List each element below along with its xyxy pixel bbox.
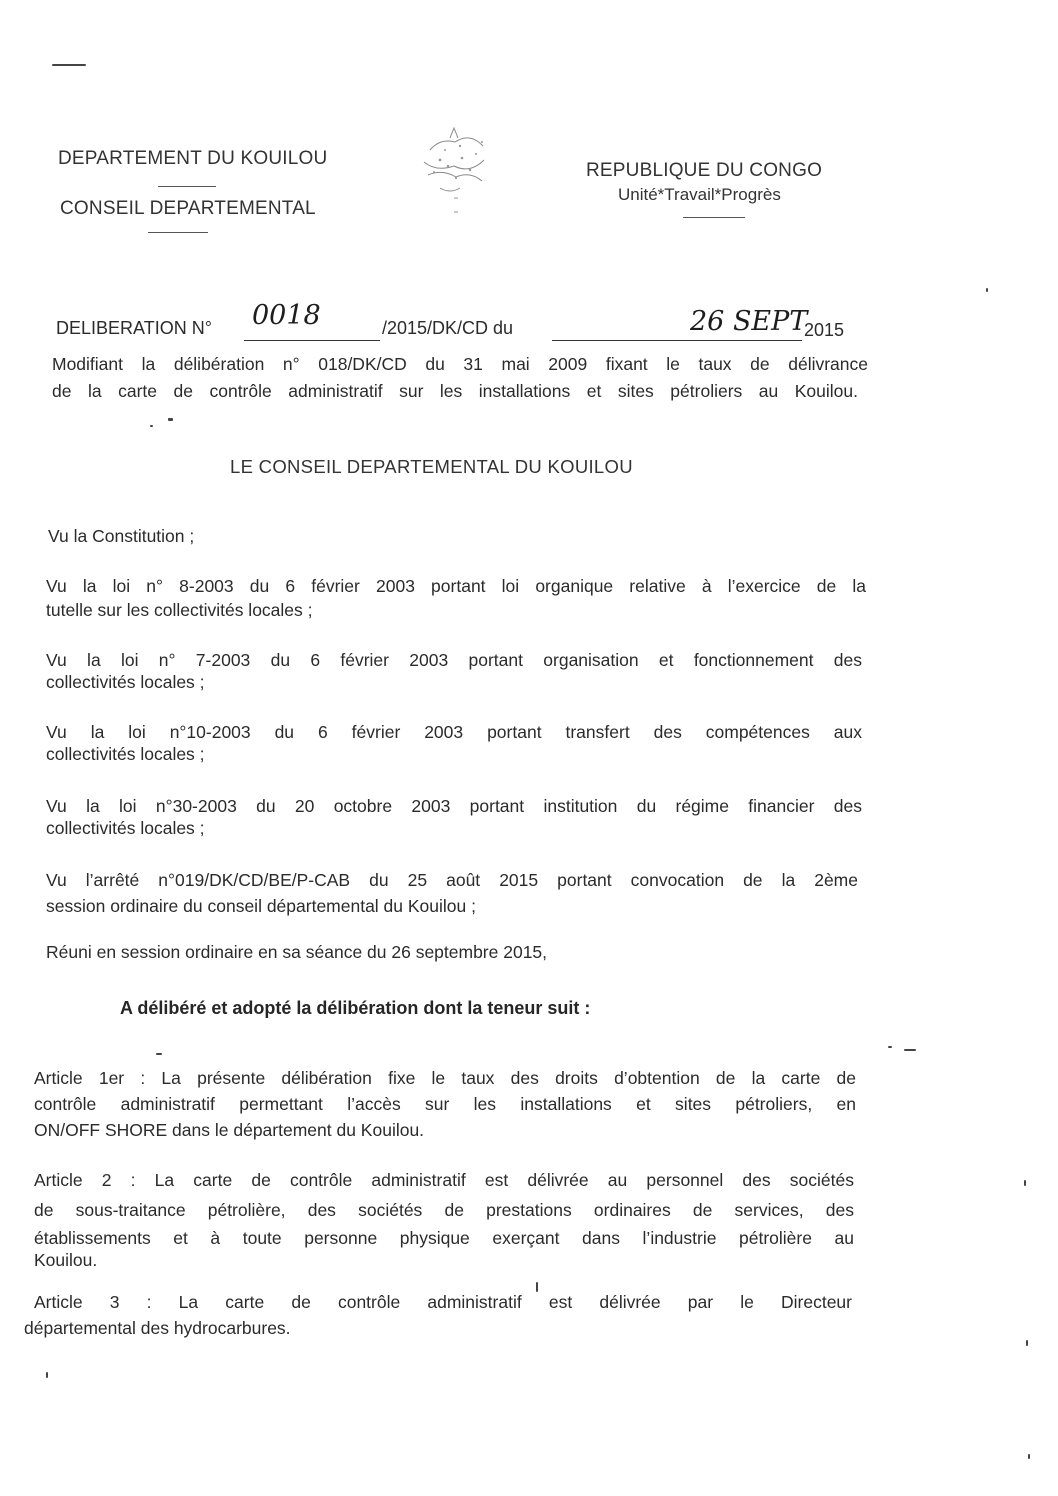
council-title: LE CONSEIL DEPARTEMENTAL DU KOUILOU — [230, 456, 633, 477]
visa-line: Vu la loi n°30-2003 du 20 octobre 2003 portant institution du régime financier des — [46, 796, 862, 816]
scan-mark — [1028, 1454, 1030, 1459]
scan-mark — [986, 288, 988, 292]
visa-line: Vu la loi n° 7-2003 du 6 février 2003 portant organisation et fonctionnement des — [46, 650, 862, 670]
visa-line: collectivités locales ; — [46, 672, 205, 692]
deliberation-subtitle-line1: Modifiant la délibération n° 018/DK/CD du 31 mai 2009 fixant le taux de délivrance — [52, 354, 868, 374]
adoption-statement: A délibéré et adopté la délibération dont la teneur suit : — [120, 998, 591, 1018]
national-motto: Unité*Travail*Progrès — [618, 185, 781, 204]
visa-line: Vu l’arrêté n°019/DK/CD/BE/P-CAB du 25 août 2015 portant convocation de la 2ème — [46, 870, 858, 890]
visa-session: Réuni en session ordinaire en sa séance du 26 septembre 2015, — [46, 942, 548, 962]
republic-name: REPUBLIQUE DU CONGO — [586, 160, 823, 181]
number-blank-line — [244, 340, 380, 341]
scan-mark — [156, 1053, 162, 1055]
deliberation-reference: /2015/DK/CD du — [382, 318, 514, 338]
visa-line: session ordinaire du conseil départemental du Kouilou ; — [46, 896, 476, 916]
article-1-line: ON/OFF SHORE dans le département du Kouilou. — [34, 1120, 425, 1140]
scan-mark — [52, 64, 86, 66]
deliberation-date-handwritten: 26 SEPT — [690, 306, 808, 337]
article-3-line: départemental des hydrocarbures. — [24, 1318, 291, 1338]
scan-mark — [536, 1282, 538, 1292]
visa-line: collectivités locales ; — [46, 818, 205, 838]
date-blank-line — [552, 340, 802, 341]
article-2-line: de sous-traitance pétrolière, des sociétés de prestations ordinaires de services, des — [34, 1200, 854, 1220]
scan-mark — [1026, 1340, 1028, 1346]
visa-line: collectivités locales ; — [46, 744, 205, 764]
scan-mark — [168, 418, 173, 421]
separator — [158, 186, 216, 187]
scan-mark — [904, 1049, 916, 1051]
visa-line: Vu la loi n°10-2003 du 6 février 2003 portant transfert des compétences aux — [46, 722, 862, 742]
article-1-line: contrôle administratif permettant l’accès sur les installations et sites pétroliers, en — [34, 1094, 856, 1114]
deliberation-subtitle-line2: de la carte de contrôle administratif sur les installations et sites pétroliers au Kouilou. — [52, 381, 858, 401]
article-2-line: établissements et à toute personne physique exerçant dans l’industrie pétrolière au — [34, 1228, 854, 1248]
article-1-line: Article 1er : La présente délibération fixe le taux des droits d’obtention de la carte de — [34, 1068, 856, 1088]
article-2-line: Article 2 : La carte de contrôle administratif est délivrée au personnel des sociétés — [34, 1170, 854, 1190]
scan-mark — [46, 1372, 48, 1378]
scan-mark — [888, 1046, 892, 1048]
separator — [148, 232, 208, 233]
scan-mark — [1024, 1180, 1026, 1186]
article-2-line: Kouilou. — [34, 1250, 98, 1270]
separator — [683, 217, 745, 218]
deliberation-number-handwritten: 0018 — [252, 300, 321, 331]
scan-mark — [150, 425, 153, 427]
visa-constitution: Vu la Constitution ; — [48, 526, 195, 546]
coat-of-arms-seal — [410, 120, 500, 220]
article-3-line: Article 3 : La carte de contrôle administratif est délivrée par le Directeur — [34, 1292, 852, 1312]
visa-line: Vu la loi n° 8-2003 du 6 février 2003 portant loi organique relative à l’exercice de la — [46, 576, 866, 596]
visa-line: tutelle sur les collectivités locales ; — [46, 600, 313, 620]
deliberation-year: 2015 — [804, 320, 845, 340]
deliberation-prefix: DELIBERATION N° — [56, 318, 212, 338]
council-name: CONSEIL DEPARTEMENTAL — [60, 198, 316, 219]
department-name: DEPARTEMENT DU KOUILOU — [58, 148, 328, 169]
